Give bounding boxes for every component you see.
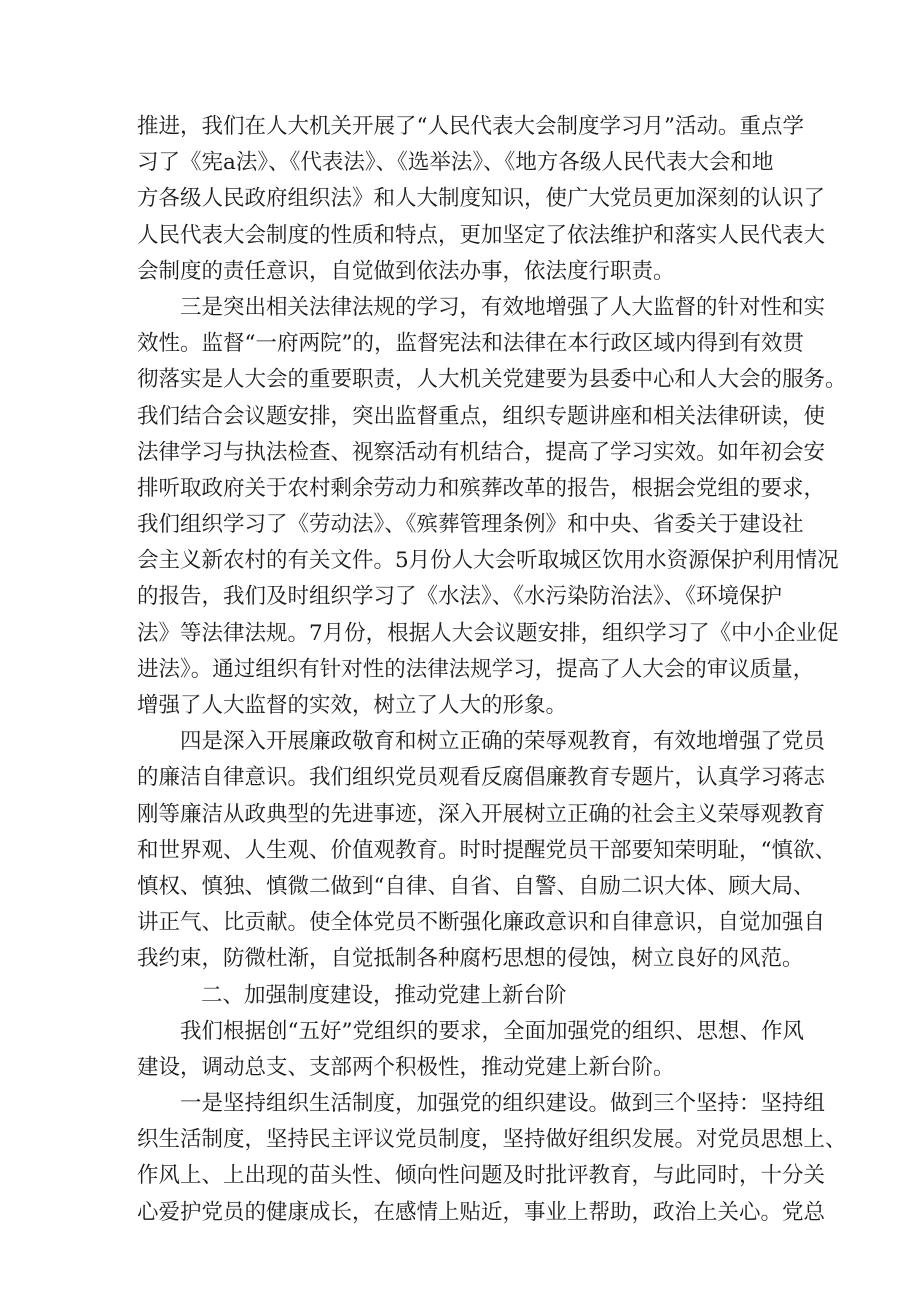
text-line: 建设，调动总支、支部两个积极性，推动党建上新台阶。: [137, 1054, 675, 1080]
section-heading-text: 二、加强制度建设，推动党建上新台阶: [201, 982, 567, 1008]
text-line: 织生活制度，坚持民主评议党员制度，坚持做好组织发展。对党员思想上、: [137, 1127, 847, 1153]
text-line: 推进，我们在人大机关开展了“人民代表大会制度学习月”活动。重点学: [137, 114, 804, 139]
text-line: 法律学习与执法检查、视察活动有机结合，提高了学习实效。如年初会安: [137, 439, 826, 465]
text-line: 我们组织学习了《劳动法》、《殡葬管理条例》和中央、省委关于建设社: [137, 512, 804, 538]
text-line: 三是突出相关法律法规的学习，有效地增强了人大监督的针对性和实: [180, 294, 826, 320]
document-body: [137, 109, 847, 1231]
paragraph-study-month: [137, 109, 826, 290]
text-line: 作风上、上出现的苗头性、倾向性问题及时批评教育，与此同时，十分关: [137, 1163, 826, 1189]
text-line: 的廉洁自律意识。我们组织党员观看反腐倡廉教育专题片，认真学习蒋志: [137, 765, 826, 791]
paragraph-organization-life: [137, 1086, 847, 1231]
text-line: 一是坚持组织生活制度，加强党的组织建设。做到三个坚持：坚持组: [180, 1091, 826, 1117]
text-line: 刚等廉洁从政典型的先进事迹，深入开展树立正确的社会主义荣辱观教育: [137, 801, 826, 827]
text-line: 排听取政府关于农村剩余劳动力和殡葬改革的报告，根据会党组的要求，: [137, 475, 826, 501]
text-line: 四是深入开展廉政敬育和树立正确的荣辱观教育，有效地增强了党员: [180, 729, 826, 755]
text-line: 心爱护党员的健康成长，在感情上贴近，事业上帮助，政治上关心。党总: [137, 1199, 826, 1225]
text-line: 效性。监督“一府两院”的，监督宪法和法律在本行政区域内得到有效贯: [137, 331, 804, 357]
text-line: 彻落实是人大会的重要职责，人大机关党建要为县委中心和人大会的服务。: [137, 367, 847, 393]
text-line: 的报告，我们及时组织学习了《水法》、《水污染防治法》、《环境保护: [137, 584, 783, 610]
paragraph-integrity-education: [137, 724, 836, 977]
text-line: 增强了人大监督的实效，树立了人大的形象。: [137, 693, 568, 718]
text-line: 会主义新农村的有关文件。5月份人大会听取城区饮用水资源保护利用情况: [137, 548, 839, 574]
text-line: 进法》。通过组织有针对性的法律法规学习，提高了人大会的审议质量，: [137, 656, 815, 682]
text-line: 讲正气、比贡献。使全体党员不断强化廉政意识和自律意识，自觉加强自: [137, 910, 826, 936]
text-line: 我约束，防微杜渐，自觉抵制各种腐朽思想的侵蚀，树立良好的风范。: [137, 946, 804, 972]
text-line: 法》等法律法规。7月份，根据人大会议题安排，组织学习了《中小企业促: [137, 620, 839, 646]
text-line: 方各级人民政府组织法》和人大制度知识，使广大党员更加深刻的认识了: [137, 186, 826, 212]
text-line: 习了《宪a法》、《代表法》、《选举法》、《地方各级人民代表大会和地: [137, 150, 774, 176]
text-line: 和世界观、人生观、价值观教育。时时提醒党员干部要知荣明耻，“慎欲、: [137, 837, 836, 863]
text-line: 慎权、慎独、慎微二做到“自律、自省、自警、自励二识大体、顾大局、: [137, 873, 815, 899]
paragraph-five-good: [137, 1014, 804, 1086]
paragraph-law-study: [137, 290, 847, 724]
text-line: 会制度的责任意识，自觉做到依法办事，依法度行职责。: [137, 258, 675, 284]
text-line: 人民代表大会制度的性质和特点，更加坚定了依法维护和落实人民代表大: [137, 222, 826, 248]
text-line: 我们根据创“五好”党组织的要求，全面加强党的组织、思想、作风: [180, 1018, 804, 1044]
text-line: 我们结合会议题安排，突出监督重点，组织专题讲座和相关法律研读，使: [137, 403, 826, 429]
section-heading: [137, 978, 797, 1014]
